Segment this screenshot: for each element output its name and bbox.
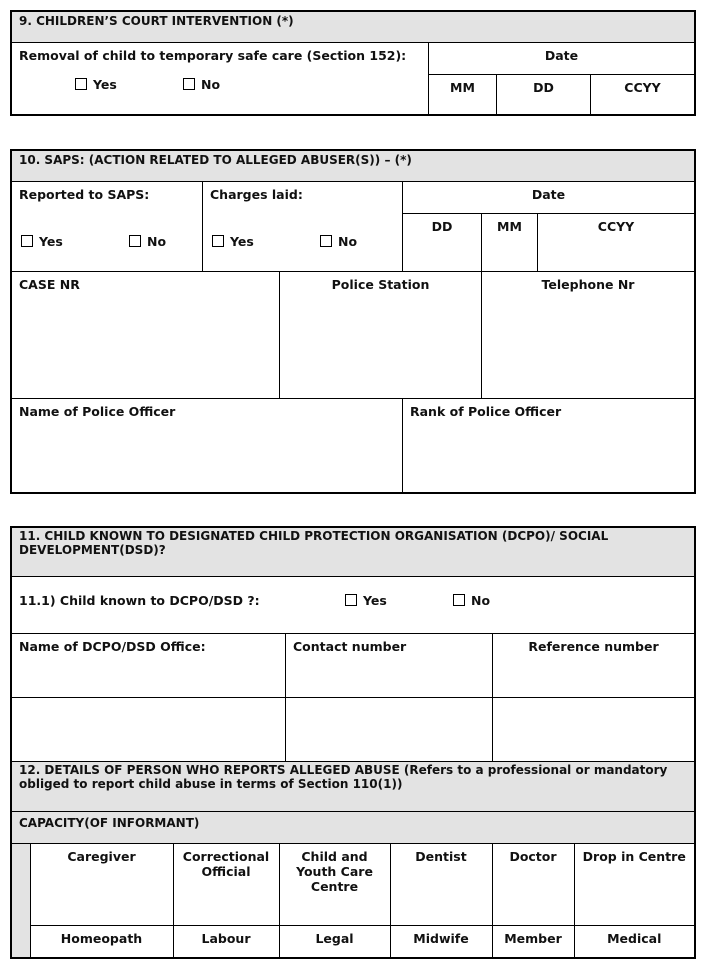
reported-label: Reported to SAPS: — [19, 187, 150, 202]
dcpo-yes-checkbox[interactable] — [345, 594, 357, 606]
capacity-drop-in-centre[interactable]: Drop in Centre — [574, 844, 694, 925]
safe-care-cell — [12, 43, 429, 115]
section-9 — [10, 10, 696, 116]
charges-yes-option[interactable] — [212, 234, 254, 249]
date-header: Date — [403, 182, 695, 214]
contact-number-field-2[interactable] — [286, 698, 493, 762]
section-11-title-line1: 11. CHILD KNOWN TO DESIGNATED CHILD PROTECTION ORGANISATION (DCPO)/ SOCIAL — [19, 529, 609, 543]
yes-option[interactable] — [75, 77, 117, 92]
capacity-dentist[interactable]: Dentist — [390, 844, 492, 925]
dcpo-question-row — [12, 577, 695, 634]
reported-no-checkbox[interactable] — [129, 235, 141, 247]
no-option[interactable] — [183, 77, 220, 92]
no-label: No — [201, 77, 221, 92]
charges-yes-checkbox[interactable] — [212, 235, 224, 247]
charges-label: Charges laid: — [210, 187, 303, 202]
capacity-caregiver[interactable]: Caregiver — [30, 844, 173, 925]
capacity-member[interactable]: Member — [492, 925, 574, 957]
charges-no-checkbox[interactable] — [320, 235, 332, 247]
date-dd-field[interactable]: DD — [497, 75, 591, 115]
date-header: Date — [429, 43, 695, 75]
section-12-title-line2: obliged to report child abuse in terms of Section 110(1)) — [19, 777, 403, 791]
reference-number-field[interactable]: Reference number — [493, 634, 695, 698]
section-12-title — [12, 762, 695, 812]
section-10-title: 10. SAPS: (ACTION RELATED TO ALLEGED ABUSER(S)) – (*) — [12, 151, 695, 182]
yes-label: Yes — [363, 593, 387, 608]
no-checkbox[interactable] — [183, 78, 195, 90]
case-nr-field[interactable]: CASE NR — [12, 272, 280, 399]
date-dd-field[interactable]: DD — [403, 214, 482, 272]
capacity-grid-margin — [12, 844, 30, 957]
capacity-correctional-official[interactable]: Correctional Official — [173, 844, 279, 925]
date-ccyy-field[interactable]: CCYY — [538, 214, 695, 272]
capacity-labour[interactable]: Labour — [173, 925, 279, 957]
capacity-grid-cell — [12, 844, 695, 958]
section-11-title — [12, 528, 695, 577]
dcpo-question-label: 11.1) Child known to DCPO/DSD ?: — [19, 593, 260, 608]
section-11-title-line2: DEVELOPMENT(DSD)? — [19, 543, 166, 557]
reported-cell — [12, 182, 203, 272]
no-label: No — [338, 234, 358, 249]
charges-cell — [203, 182, 403, 272]
date-mm-field[interactable]: MM — [482, 214, 538, 272]
reported-yes-option[interactable] — [21, 234, 63, 249]
no-label: No — [471, 593, 491, 608]
dcpo-yes-option[interactable] — [345, 593, 387, 608]
telephone-nr-field[interactable]: Telephone Nr — [482, 272, 695, 399]
capacity-midwife[interactable]: Midwife — [390, 925, 492, 957]
dcpo-no-option[interactable] — [453, 593, 490, 608]
yes-label: Yes — [39, 234, 63, 249]
dcpo-office-name-field-2[interactable] — [12, 698, 286, 762]
section-12-title-line1: 12. DETAILS OF PERSON WHO REPORTS ALLEGED ABUSE (Refers to a professional or mandatory — [19, 763, 668, 777]
yes-label: Yes — [93, 77, 117, 92]
section-11-12 — [10, 526, 696, 959]
charges-no-option[interactable] — [320, 234, 357, 249]
capacity-medical[interactable]: Medical — [574, 925, 694, 957]
safe-care-label: Removal of child to temporary safe care (Section 152): — [19, 48, 407, 63]
officer-name-field[interactable]: Name of Police Officer — [12, 399, 403, 493]
dcpo-office-name-field[interactable]: Name of DCPO/DSD Office: — [12, 634, 286, 698]
reported-yes-checkbox[interactable] — [21, 235, 33, 247]
yes-checkbox[interactable] — [75, 78, 87, 90]
police-station-field[interactable]: Police Station — [280, 272, 482, 399]
dcpo-no-checkbox[interactable] — [453, 594, 465, 606]
capacity-legal[interactable]: Legal — [279, 925, 390, 957]
reference-number-field-2[interactable] — [493, 698, 695, 762]
reported-no-option[interactable] — [129, 234, 166, 249]
capacity-doctor[interactable]: Doctor — [492, 844, 574, 925]
section-9-title: 9. CHILDREN’S COURT INTERVENTION (*) — [12, 12, 695, 43]
date-mm-field[interactable]: MM — [429, 75, 497, 115]
officer-rank-field[interactable]: Rank of Police Officer — [403, 399, 695, 493]
capacity-label: CAPACITY(OF INFORMANT) — [12, 812, 695, 844]
yes-label: Yes — [230, 234, 254, 249]
date-ccyy-field[interactable]: CCYY — [591, 75, 695, 115]
capacity-homeopath[interactable]: Homeopath — [30, 925, 173, 957]
no-label: No — [147, 234, 167, 249]
capacity-child-youth-care-centre[interactable]: Child and Youth Care Centre — [279, 844, 390, 925]
contact-number-field[interactable]: Contact number — [286, 634, 493, 698]
section-10 — [10, 149, 696, 494]
